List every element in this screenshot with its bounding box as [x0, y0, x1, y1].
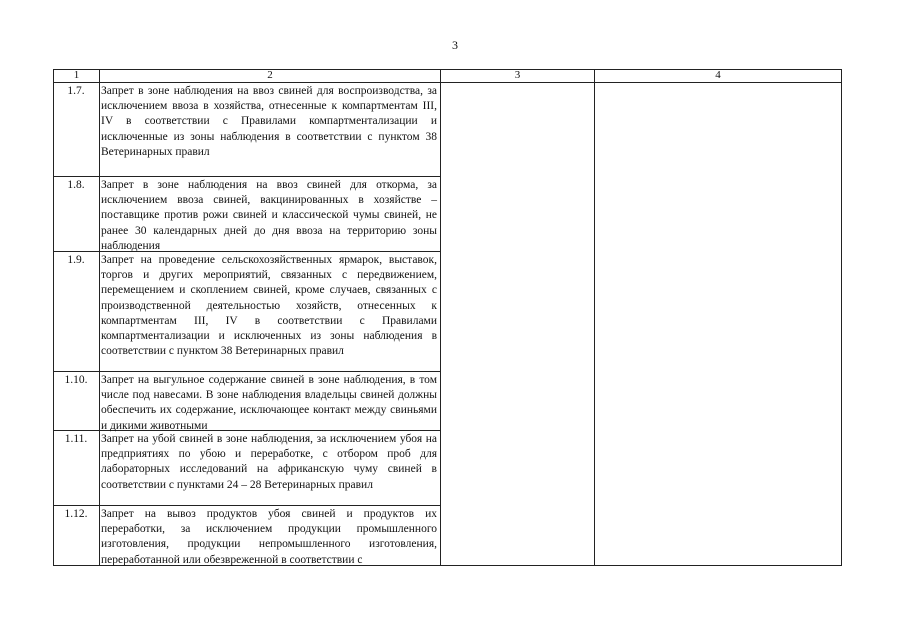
column-divider	[440, 69, 441, 566]
row-text: Запрет на убой свиней в зоне наблюдения, за исключением убоя на предприятиях по убою и переработке, с отбором проб для лабораторных исследований на африканскую чуму свиней в соответствии с пунктами 24 – 28 Ветеринарных правил	[101, 433, 437, 491]
column-divider	[99, 69, 100, 566]
row-number: 1.11.	[64, 433, 88, 445]
row-divider	[53, 371, 440, 372]
row-number: 1.9.	[67, 254, 85, 266]
row-divider	[53, 505, 440, 506]
row-divider	[53, 176, 440, 177]
header-divider	[53, 82, 842, 83]
row-number: 1.12.	[64, 508, 88, 520]
row-number: 1.7.	[67, 85, 85, 97]
column-header-1: 1	[73, 69, 80, 81]
page-number: 3	[452, 38, 458, 52]
row-number: 1.8.	[67, 179, 85, 191]
column-divider	[594, 69, 595, 566]
column-header-4: 4	[715, 69, 721, 81]
row-text: Запрет на проведение сельскохозяйственных ярмарок, выставок, торгов и других мероприятий, связанных с передвижением, перемещением и скоплением свиней, кроме случаев, связанных с производственной деятельностью хозяйств, отнесенных к компартментам III, IV в соответствии с Правилами компартментализации и исключенных из зоны наблюдения в соответствии с пунктом 38 Ветеринарных правил	[101, 254, 437, 358]
row-text: Запрет на вывоз продуктов убоя свиней и продуктов их переработки, за исключением продукции промышленного изготовления, продукции непромышленного изготовления, переработанной или обезвреженной в соответствии с	[101, 508, 437, 566]
row-text: Запрет на выгульное содержание свиней в зоне наблюдения, в том числе под навесами. В зоне наблюдения владельцы свиней должны обеспечить их содержание, исключающее контакт между свиньями и дикими животными	[101, 374, 437, 432]
row-number: 1.10.	[64, 374, 88, 386]
column-header-2: 2	[267, 69, 273, 81]
row-text: Запрет в зоне наблюдения на ввоз свиней для откорма, за исключением ввоза свиней, вакцинированных в хозяйстве – поставщике против рожи свиней и классической чумы свиней, не ранее 30 календарных дней до дня ввоза на территорию зоны наблюдения	[101, 179, 437, 252]
column-header-3: 3	[514, 69, 521, 81]
row-text: Запрет в зоне наблюдения на ввоз свиней для воспроизводства, за исключением ввоза в хозяйства, отнесенные к компартментам III, IV в соответствии с Правилами компартментализации и исключенные из зоны наблюдения в соответствии с пунктом 38 Ветеринарных правил	[101, 85, 437, 158]
